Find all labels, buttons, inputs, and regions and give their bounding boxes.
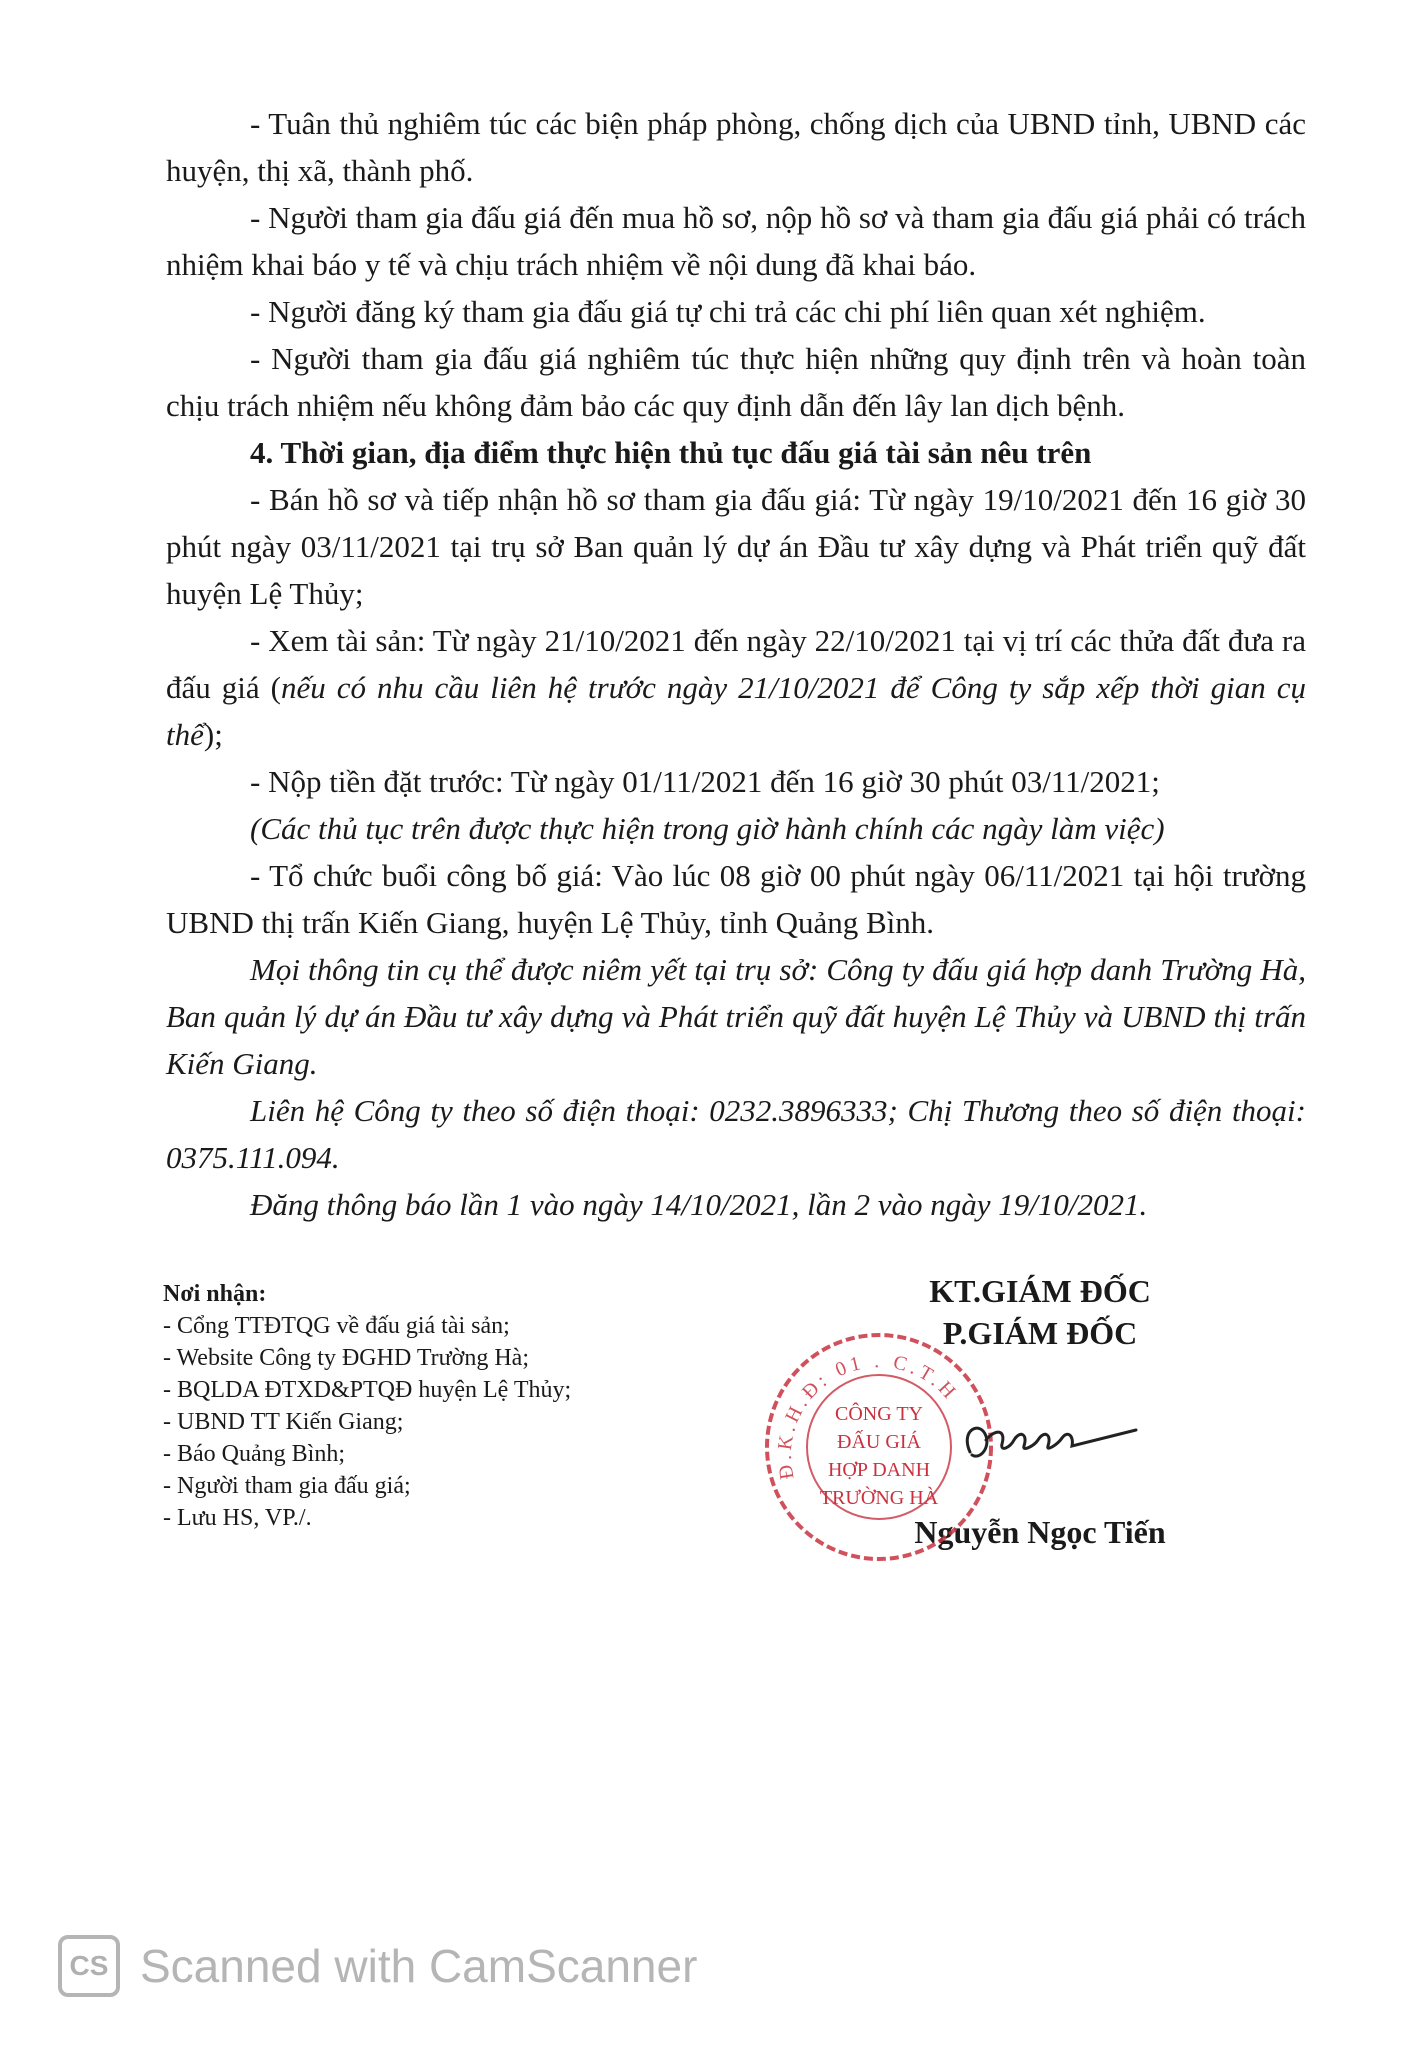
paragraph: - Tổ chức buổi công bố giá: Vào lúc 08 giờ 00 phút ngày 06/11/2021 tại hội trường UBND thị trấn Kiến Giang, huyện Lệ Thủy, tỉnh Quảng Bình. <box>166 858 1306 940</box>
paragraph-publication: Đăng thông báo lần 1 vào ngày 14/10/2021, lần 2 vào ngày 19/10/2021. <box>250 1187 1148 1222</box>
camscanner-watermark <box>58 1935 697 1997</box>
section-heading: 4. Thời gian, địa điểm thực hiện thủ tục đấu giá tài sản nêu trên <box>250 435 1092 470</box>
recipients-block <box>163 1278 571 1534</box>
stamp-line: HỢP DANH <box>827 1459 931 1481</box>
view-asset-suffix: ); <box>203 717 223 752</box>
stamp-line: ĐẤU GIÁ <box>837 1431 921 1453</box>
paragraph: - Nộp tiền đặt trước: Từ ngày 01/11/2021 đến 16 giờ 30 phút 03/11/2021; <box>250 764 1160 799</box>
paragraph: - Người đăng ký tham gia đấu giá tự chi trả các chi phí liên quan xét nghiệm. <box>250 294 1206 329</box>
handwritten-signature <box>950 1400 1140 1480</box>
signer-role: KT.GIÁM ĐỐC <box>929 1273 1151 1309</box>
paragraph: - Tuân thủ nghiêm túc các biện pháp phòng, chống dịch của UBND tỉnh, UBND các huyện, thị xã, thành phố. <box>166 106 1306 188</box>
paragraph: - Người tham gia đấu giá nghiêm túc thực hiện những quy định trên và hoàn toàn chịu trách nhiệm nếu không đảm bảo các quy định dẫn đến lây lan dịch bệnh. <box>166 341 1306 423</box>
recipient-item: - Người tham gia đấu giá; <box>163 1473 411 1499</box>
paragraph-contact: Liên hệ Công ty theo số điện thoại: 0232.3896333; Chị Thương theo số điện thoại: 0375.111.094. <box>166 1093 1306 1175</box>
camscanner-text: Scanned with CamScanner <box>140 1940 698 1992</box>
stamp-line: CÔNG TY <box>835 1403 923 1425</box>
paragraph: - Người tham gia đấu giá đến mua hồ sơ, nộp hồ sơ và tham gia đấu giá phải có trách nhiệm khai báo y tế và chịu trách nhiệm về nội dung đã khai báo. <box>166 200 1306 282</box>
paragraph-note: (Các thủ tục trên được thực hiện trong giờ hành chính các ngày làm việc) <box>250 811 1165 846</box>
recipient-item: - Website Công ty ĐGHD Trường Hà; <box>163 1345 529 1371</box>
recipient-item: - Báo Quảng Bình; <box>163 1441 345 1467</box>
paragraph: - Bán hồ sơ và tiếp nhận hồ sơ tham gia đấu giá: Từ ngày 19/10/2021 đến 16 giờ 30 phút ngày 03/11/2021 tại trụ sở Ban quản lý dự án Đầu tư xây dựng và Phát triển quỹ đất huyện Lệ Thủy; <box>166 482 1306 611</box>
recipient-item: - BQLDA ĐTXD&PTQĐ huyện Lệ Thủy; <box>163 1377 572 1403</box>
paragraph-view-asset <box>166 617 1306 758</box>
signer-deputy-role: P.GIÁM ĐỐC <box>942 1315 1138 1351</box>
recipients-title: Nơi nhận: <box>163 1281 267 1307</box>
recipient-item: - UBND TT Kiến Giang; <box>163 1409 404 1435</box>
stamp-line: TRƯỜNG HÀ <box>819 1487 939 1509</box>
view-asset-prefix: - Xem tài sản: Từ ngày 21/10/2021 đến ngày 22/10/2021 tại vị trí các thửa đất đưa ra đấu giá ( <box>166 623 1306 705</box>
recipient-item: - Cổng TTĐTQG về đấu giá tài sản; <box>163 1313 510 1339</box>
view-asset-note: nếu có nhu cầu liên hệ trước ngày 21/10/2021 để Công ty sắp xếp thời gian cụ thể <box>166 670 1306 752</box>
paragraph-info: Mọi thông tin cụ thể được niêm yết tại trụ sở: Công ty đấu giá hợp danh Trường Hà, Ban quản lý dự án Đầu tư xây dựng và Phát triển quỹ đất huyện Lệ Thủy và UBND thị trấn Kiến Giang. <box>166 952 1306 1081</box>
stamp-ring-text: Đ.K.H.Đ: 01 . C.T.H <box>773 1350 963 1481</box>
signer-name: Nguyễn Ngọc Tiến <box>914 1514 1166 1550</box>
document-body <box>166 100 1306 1228</box>
camscanner-logo: CS <box>58 1935 120 1997</box>
recipient-item: - Lưu HS, VP./. <box>163 1505 312 1531</box>
